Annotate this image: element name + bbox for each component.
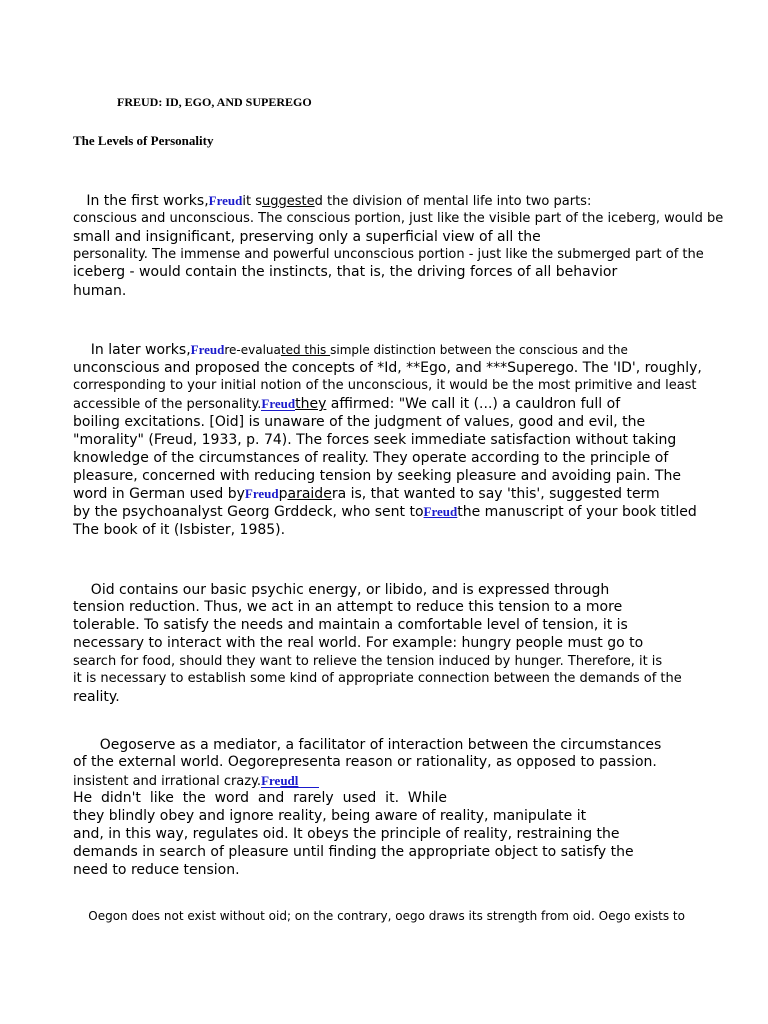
p3-line-1: Oid contains our basic psychic energy, or libido, and is expressed through [73,582,610,598]
p4-line-5: they blindly obey and ignore reality, being aware of reality, manipulate it [73,808,587,824]
p2-text: by the psychoanalyst Georg Grddeck, who sent to [73,504,424,520]
freud-link[interactable]: Freud [208,193,243,208]
p3-line-7: reality. [73,689,120,705]
p2-underlined-text: they [295,396,327,412]
freud-link[interactable]: Freud [190,342,225,357]
p1-text: In the first works, [73,193,209,209]
freud-link[interactable]: Freud [244,486,279,501]
p1-text: it s [242,194,263,209]
p2-line-6: "morality" (Freud, 1933, p. 74). The forces seek immediate satisfaction without taking [73,432,677,448]
p4-line-2: of the external world. Oegorepresenta reason or rationality, as opposed to passion. [73,754,657,770]
p2-text: accessible of the personality. [73,397,262,412]
p2-line-3: corresponding to your initial notion of the unconscious, it would be the most primitive and least [73,378,697,393]
p2-text: simple distinction between the conscious and the [330,343,628,357]
p1-line-6: human. [73,283,127,299]
freud-link-part: udl [280,773,299,788]
p2-text: the manuscript of your book titled [457,504,697,520]
p2-line-9 [73,487,660,501]
p2-line-8: pleasure, concerned with reducing tension by seeking pleasure and avoiding pain. The [73,468,681,484]
p2-text: ra is, that wanted to say 'this', suggested term [331,486,660,502]
p2-text: p [278,486,288,502]
p2-text: In later works, [73,342,191,358]
p1-line-2: conscious and unconscious. The conscious portion, just like the visible part of the iceberg, would be [73,211,724,226]
freud-link[interactable]: Freud [423,504,458,519]
p2-line-4 [73,397,620,411]
p2-text: word in German used by [73,486,245,502]
p5-line-1: Oegon does not exist without oid; on the contrary, oego draws its strength from oid. Oego exists to [73,909,685,923]
p4-line-4: He didn't like the word and rarely used it. While [73,790,448,806]
p3-line-5: search for food, should they want to relieve the tension induced by hunger. Therefore, it is [73,654,663,669]
p2-line-2: unconscious and proposed the concepts of *Id, **Ego, and ***Superego. The 'ID', roughly, [73,360,702,376]
p2-line-1 [73,343,628,357]
p4-line-8: need to reduce tension. [73,862,240,878]
p4-line-3 [73,774,319,788]
p1-text: d the division of mental life into two parts: [314,194,592,209]
p2-underlined-text: ted this [280,343,331,357]
p3-line-4: necessary to interact with the real world. For example: hungry people must go to [73,635,644,651]
p2-text: affirmed: "We call it (...) a cauldron full of [326,396,621,412]
p1-line-3: small and insignificant, preserving only a superficial view of all the [73,229,541,245]
p1-line-5: iceberg - would contain the instincts, that is, the driving forces of all behavior [73,264,618,280]
p1-underlined-text: uggeste [262,194,315,209]
p4-line-6: and, in this way, regulates oid. It obeys the principle of reality, restraining the [73,826,620,842]
section-heading: The Levels of Personality [73,133,214,148]
freud-link-part: Fre [261,773,281,788]
p2-text: re-evalua [224,343,281,357]
p2-line-7: knowledge of the circumstances of reality. They operate according to the principle of [73,450,669,466]
p2-line-5: boiling excitations. [Oid] is unaware of the judgment of values, good and evil, the [73,414,646,430]
p4-line-7: demands in search of pleasure until finding the appropriate object to satisfy the [73,844,634,860]
p4-text: insistent and irrational crazy. [73,774,262,789]
document-title: FREUD: ID, EGO, AND SUPEREGO [117,95,312,109]
p2-line-11: The book of it (Isbister, 1985). [73,522,286,538]
p2-underlined-text: araide [287,486,332,502]
p3-line-6: it is necessary to establish some kind of appropriate connection between the demands of the [73,671,682,686]
freud-link[interactable] [261,774,319,788]
p4-line-1: Oegoserve as a mediator, a facilitator of interaction between the circumstances [73,737,662,753]
p1-line-4: personality. The immense and powerful unconscious portion - just like the submerged part of the [73,247,704,262]
freud-link[interactable]: Freud [261,396,296,411]
p1-line-1 [73,194,591,208]
p3-line-3: tolerable. To satisfy the needs and maintain a comfortable level of tension, it is [73,617,628,633]
p3-line-2: tension reduction. Thus, we act in an attempt to reduce this tension to a more [73,599,623,615]
p2-line-10 [73,505,697,519]
